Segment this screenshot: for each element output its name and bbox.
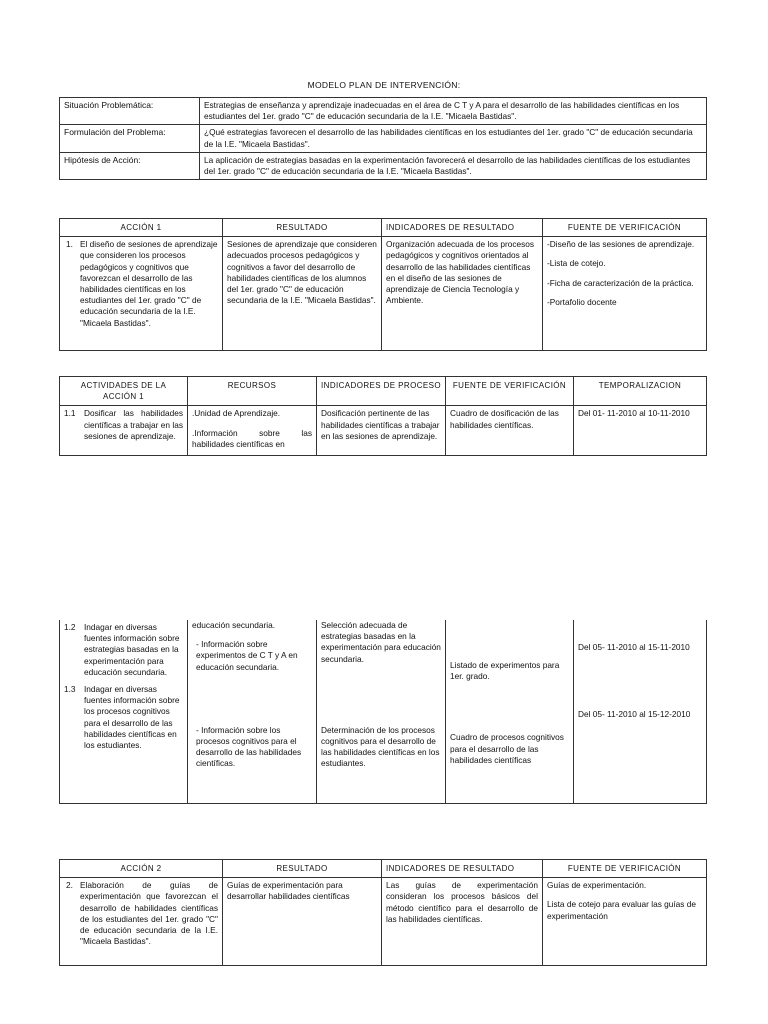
- accion2-resultado: Guías de experimentación para desarrollar habilidades científicas: [223, 878, 382, 966]
- indicador-proceso-cell: Dosificación pertinente de las habilidades científicas a trabajar en las sesiones de aprendizaje.: [317, 406, 446, 456]
- actividad-cell: [60, 620, 188, 803]
- accion1-number: 1.: [66, 239, 73, 250]
- table-row: [60, 237, 707, 351]
- actividad-text: Dosificar las habilidades científicas a trabajar en las sesiones de aprendizaje.: [84, 408, 183, 441]
- table-row: [60, 98, 707, 125]
- resultado-header: RESULTADO: [223, 219, 382, 237]
- fuente-cell: Cuadro de dosificación de las habilidades científicas.: [446, 406, 574, 456]
- indicador-item: Selección adecuada de estrategias basadas en la experimentación para educación secundaria.: [321, 620, 441, 664]
- fuente-item: Listado de experimentos para 1er. grado.: [450, 660, 560, 682]
- accion2-text: Elaboración de guías de experimentación que favorezcan el desarrollo de habilidades científicas de los estudiantes del 1er. grado "C" de educación secundaria de la I.E. "Micaela Bastidas".: [80, 880, 218, 947]
- accion2-header: ACCIÓN 2: [60, 860, 223, 878]
- recurso-item: educación secundaria.: [192, 620, 276, 630]
- actividades-cont-table: [59, 620, 707, 804]
- table-row: [60, 878, 707, 966]
- fuente-cell: [446, 620, 574, 803]
- accion2-fuentes: [543, 878, 707, 966]
- accion2-number: 2.: [66, 880, 73, 891]
- actividades-table: [59, 376, 707, 456]
- fuente-item: -Portafolio docente: [547, 296, 617, 307]
- actividad-number: 1.2: [64, 622, 76, 632]
- fuente-item: -Diseño de las sesiones de aprendizaje.: [547, 239, 695, 250]
- actividad-text: Indagar en diversas fuentes información sobre los procesos cognitivos para el desarrollo de las habilidades científicas en los estudiantes.: [84, 684, 180, 751]
- indicadores-header: INDICADORES DE RESULTADO: [382, 860, 543, 878]
- temporalizacion-cell: Del 01- 11-2010 al 10-11-2010: [574, 406, 707, 456]
- situacion-label: Situación Problemática:: [60, 98, 200, 125]
- temporalizacion-item: Del 05- 11-2010 al 15-11-2010: [578, 642, 690, 652]
- recurso-item: .Unidad de Aprendizaje.: [192, 408, 281, 419]
- accion1-table: [59, 218, 707, 351]
- page-title: MODELO PLAN DE INTERVENCIÓN:: [307, 80, 461, 90]
- recurso-item: - Información sobre experimentos de C T y A en educación secundaria.: [196, 639, 298, 672]
- accion2-cell: [60, 878, 223, 966]
- accion1-resultado: Sesiones de aprendizaje que consideren adecuados procesos pedagógicos y cognitivos a favor del desarrollo de habilidades científicas de los alumnos del 1er. grado "C" de educación secundaria de la I.E. "Micaela Bastidas".: [223, 237, 382, 351]
- actividad-number: 1.1: [64, 408, 76, 419]
- hipotesis-value: La aplicación de estrategias basadas en la experimentación favorecerá el desarrollo de las habilidades científicas de los estudiantes del 1er. grado "C" de educación secundaria de la I.E. "Micaela Bastidas".: [200, 152, 707, 179]
- table-row: [60, 406, 707, 456]
- table-row: [60, 152, 707, 179]
- fuente-item: Guías de experimentación.: [547, 880, 647, 891]
- actividades-header: ACTIVIDADES DE LA ACCIÓN 1: [60, 377, 188, 406]
- recursos-cell: [188, 620, 317, 803]
- fuente-item: Lista de cotejo para evaluar las guías de experimentación: [547, 899, 696, 921]
- fuente-item: -Ficha de caracterización de la práctica.: [547, 277, 694, 288]
- formulacion-value: ¿Qué estrategias favorecen el desarrollo de las habilidades científicas en los estudiantes del 1er. grado "C" de educación secundaria de la I.E. "Micaela Bastidas".: [200, 125, 707, 152]
- fuente-item: Cuadro de procesos cognitivos para el desarrollo de las habilidades científicas: [450, 732, 564, 765]
- indicadores-proceso-header: INDICADORES DE PROCESO: [317, 377, 446, 406]
- actividad-number: 1.3: [64, 684, 76, 695]
- table-header-row: [60, 860, 707, 878]
- formulacion-label: Formulación del Problema:: [60, 125, 200, 152]
- indicadores-header: INDICADORES DE RESULTADO: [382, 219, 543, 237]
- situacion-value: Estrategias de enseñanza y aprendizaje inadecuadas en el área de C T y A para el desarrollo de las habilidades científicas en los estudiantes del 1er. grado "C" de educación secundaria de la I.E. "Micaela Bastidas".: [200, 98, 707, 125]
- fuente-header: FUENTE DE VERIFICACIÓN: [446, 377, 574, 406]
- accion1-fuentes: [543, 237, 707, 351]
- indicador-item: Determinación de los procesos cognitivos para el desarrollo de las habilidades científicas en los estudiantes.: [321, 724, 440, 769]
- table-row: [60, 125, 707, 152]
- fuente-header: FUENTE DE VERIFICACIÓN: [543, 860, 707, 878]
- accion2-indicadores: Las guías de experimentación consideran los procesos básicos del método científico para el desarrollo de las habilidades científicas.: [382, 878, 543, 966]
- hipotesis-label: Hipótesis de Acción:: [60, 152, 200, 179]
- accion1-header: ACCIÓN 1: [60, 219, 223, 237]
- table-header-row: [60, 377, 707, 406]
- table-header-row: [60, 219, 707, 237]
- table-row: [60, 620, 707, 803]
- recursos-cell: [188, 406, 317, 456]
- fuente-header: FUENTE DE VERIFICACIÓN: [543, 219, 707, 237]
- actividad-text: Indagar en diversas fuentes información sobre estrategias basadas en la experimentación para educación secundaria.: [84, 622, 180, 677]
- recursos-header: RECURSOS: [188, 377, 317, 406]
- temporalizacion-item: Del 05- 11-2010 al 15-12-2010: [578, 709, 691, 720]
- fuente-item: -Lista de cotejo.: [547, 258, 606, 269]
- problem-table: [59, 97, 707, 180]
- accion1-text: El diseño de sesiones de aprendizaje que consideren los procesos pedagógicos y cognitivos que favorezcan el desarrollo de las habilidades científicas en los estudiantes del 1er. grado "C" de educación secundaria de la I.E. "Micaela Bastidas".: [80, 239, 218, 328]
- temporalizacion-cell: [574, 620, 707, 803]
- accion1-indicadores: Organización adecuada de los procesos pedagógicos y cognitivos orientados al desarrollo de las habilidades científicas en el diseño de las sesiones de aprendizaje de Ciencia Tecnología y Ambiente.: [382, 237, 543, 351]
- accion2-table: [59, 859, 707, 966]
- recurso-item: .Información sobre las habilidades científicas en: [192, 427, 312, 449]
- indicador-proceso-cell: [317, 620, 446, 803]
- recurso-item: - Información sobre los procesos cognitivos para el desarrollo de las habilidades científicas.: [196, 724, 302, 769]
- temporalizacion-header: TEMPORALIZACION: [574, 377, 707, 406]
- resultado-header: RESULTADO: [223, 860, 382, 878]
- accion1-cell: [60, 237, 223, 351]
- actividad-cell: [60, 406, 188, 456]
